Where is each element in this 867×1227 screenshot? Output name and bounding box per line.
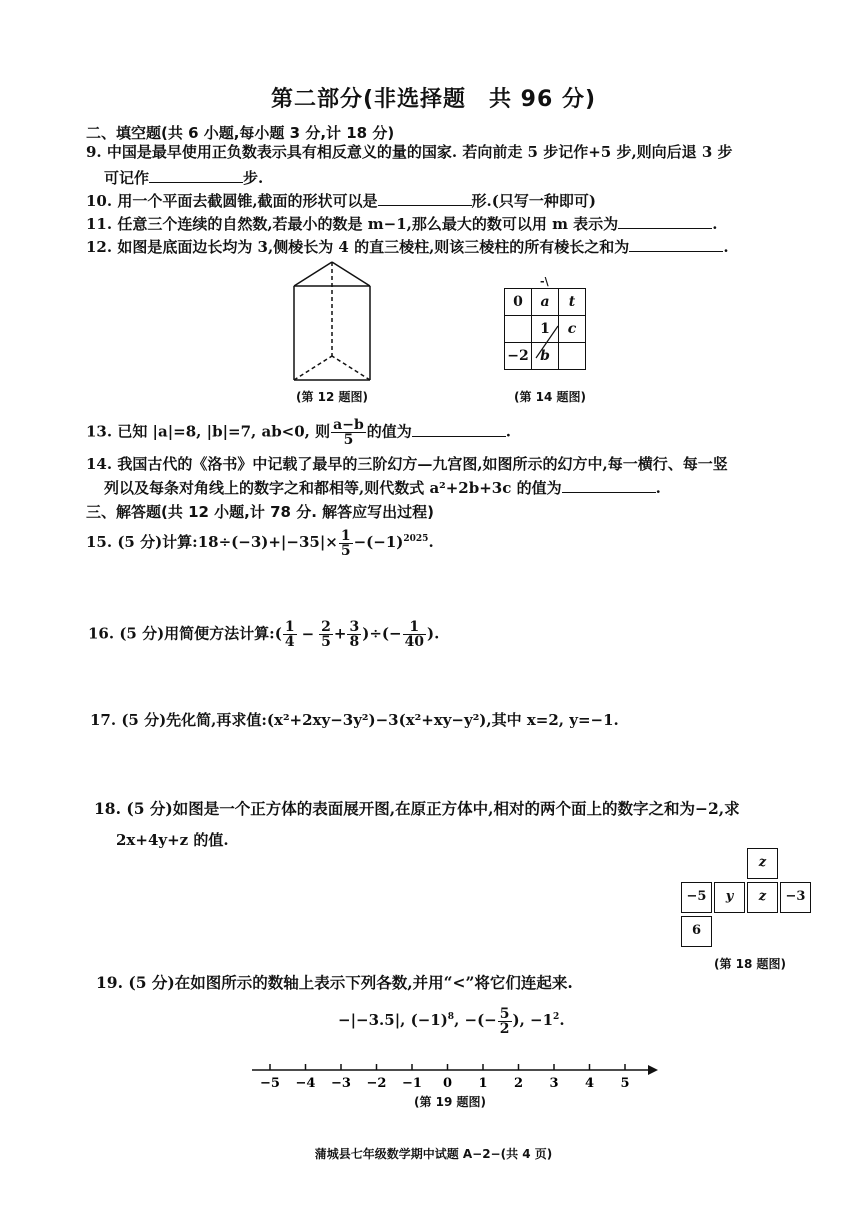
figure-18-caption: (第 18 题图) [713,957,787,971]
divide-sign: )÷(− [362,624,402,643]
question-15-fraction [339,529,353,558]
fraction-numerator: 1 [403,620,426,635]
axis-tick-label: −3 [331,1076,351,1091]
fraction-denominator: 5 [321,634,331,650]
question-15-tail: . [428,533,434,551]
fraction-denominator: 2 [499,1020,510,1037]
fraction-denominator: 8 [349,634,360,650]
question-9 [86,141,733,163]
question-18-line1: 18. (5 分)如图是一个正方体的表面展开图,在原正方体中,相对的两个面上的数字之和为−2,求 [94,799,740,818]
question-18-line2: 2x+4y+z 的值. [116,831,229,849]
question-10-tail: 形.(只写一种即可) [471,192,596,210]
question-14-line2 [104,476,661,499]
q16-fraction-1 [283,620,297,649]
question-12-text: 12. 如图是底面边长均为 3,侧棱长为 4 的直三棱柱,则该三棱柱的所有棱长之和为 [86,238,630,256]
net-cell-top: z [747,848,778,879]
question-19: 19. (5 分)在如图所示的数轴上表示下列各数,并用“<”将它们连起来. [96,973,573,992]
axis-tick-label: 3 [549,1076,559,1091]
net-cell: z [747,882,778,913]
fraction-numerator: 5 [499,1005,510,1022]
question-11-text: 11. 任意三个连续的自然数,若最小的数是 m−1,那么最大的数可以用 m 表示为 [86,215,619,233]
axis-tick-label: 2 [513,1076,524,1091]
exponent: 2 [553,1012,560,1022]
question-13-text: 13. 已知 |a|=8, |b|=7, ab<0, 则 [86,422,331,441]
question-14-text: 列以及每条对角线上的数字之和都相等,则代数式 a²+2b+3c 的值为 [104,479,562,497]
answer-blank-13[interactable] [412,420,506,437]
answer-blank-14[interactable] [562,476,656,493]
magic-cell: a [532,289,559,316]
axis-tick-label: −1 [402,1076,422,1091]
question-9-line2 [104,166,263,189]
magic-cell: t [559,289,586,316]
magic-cell: c [559,316,586,343]
figure-19-caption: (第 19 题图) [413,1095,487,1109]
figure-14-caption: (第 14 题图) [513,390,587,404]
net-cell: −5 [681,882,712,913]
fraction-numerator: 2 [321,619,331,635]
question-13-fraction [331,418,366,447]
axis-tick-label: −5 [260,1076,280,1091]
question-11-tail: . [712,215,718,233]
numbers-tail: . [559,1011,565,1029]
question-14-line1: 14. 我国古代的《洛书》中记载了最早的三阶幻方—九宫图,如图所示的幻方中,每一横行、每一竖 [86,455,728,473]
fraction-denominator: 5 [340,542,351,559]
question-16-tail: ). [427,624,440,643]
triangular-prism-figure [290,258,374,386]
figure-12-caption: (第 12 题图) [295,390,369,404]
magic-square-stray-mark [504,288,594,378]
q16-fraction-4 [403,620,426,649]
question-15-text: 15. (5 分)计算:18÷(−3)+|−35|× [86,533,338,551]
axis-tick-label: −2 [366,1076,387,1091]
question-15-exponent: 2025 [403,534,429,544]
question-15 [86,528,434,558]
answer-blank-9[interactable] [149,166,243,183]
axis-tick-label: 4 [584,1076,595,1091]
section-solve-heading: 三、解答题(共 12 小题,计 78 分. 解答应写出过程) [86,503,434,521]
net-cell: −3 [780,882,811,913]
numbers-text: , −(− [454,1011,497,1029]
fraction-denominator: 4 [284,634,295,650]
axis-tick-label: 5 [620,1076,630,1091]
question-12 [86,235,729,258]
magic-cell: b [532,343,559,370]
magic-cell: 1 [532,316,559,343]
question-15-power-base: −(−1) [353,533,404,551]
axis-tick-label: 1 [478,1076,488,1091]
question-16 [88,620,439,649]
fraction-numerator: 1 [284,619,295,635]
axis-tick-label: −4 [295,1076,316,1091]
question-9-line1: 9. 中国是最早使用正负数表示具有相反意义的量的国家. 若向前走 5 步记作+5 步,则向后退 3 步 [86,143,733,161]
answer-blank-12[interactable] [629,235,723,252]
question-12-tail: . [723,238,729,256]
number-line [250,1060,660,1094]
numbers-text: −|−3.5|, (−1) [338,1011,448,1029]
numbers-text: ), −1 [512,1011,554,1029]
question-19-fraction [498,1007,512,1036]
question-17: 17. (5 分)先化简,再求值:(x²+2xy−3y²)−3(x²+xy−y²),其中 x=2, y=−1. [90,711,619,729]
axis-tick-label: 0 [442,1076,453,1091]
net-cell: y [714,882,745,913]
answer-blank-11[interactable] [618,212,712,229]
section-fill-in-heading: 二、填空题(共 6 小题,每小题 3 分,计 18 分) [86,124,395,142]
magic-square-top-mark: -\ [540,275,549,288]
question-9-text: 可记作 [104,169,150,187]
question-13 [86,418,511,447]
answer-blank-10[interactable] [378,189,472,206]
question-19-numbers [338,1006,565,1036]
fraction-numerator: 1 [340,527,351,544]
question-10 [86,189,596,212]
fraction-denominator: 5 [343,432,354,448]
question-14-tail: . [655,479,661,497]
question-13-tail: . [505,422,511,441]
question-10-text: 10. 用一个平面去截圆锥,截面的形状可以是 [86,192,378,210]
plus-sign: + [333,624,347,643]
fraction-numerator: 3 [349,619,360,635]
fraction-numerator: a−b [333,417,364,433]
question-11 [86,212,717,235]
minus-sign: − [301,624,315,643]
magic-cell: −2 [505,343,532,370]
page-title: 第二部分(非选择题 共 96 分) [270,87,597,112]
arrow-right-icon [648,1065,658,1075]
question-16-text: 16. (5 分)用简便方法计算:( [88,624,282,643]
net-cell-bottom: 6 [681,916,712,947]
page-footer: 蒲城县七年级数学期中试题 A−2−(共 4 页) [314,1147,553,1161]
q16-fraction-2 [319,620,333,649]
exponent: 8 [447,1012,455,1022]
magic-cell: 0 [505,289,532,316]
q16-fraction-3 [347,620,361,649]
question-9-unit: 步. [243,169,264,187]
question-13-mid: 的值为 [366,422,412,441]
fraction-denominator: 40 [404,634,425,650]
